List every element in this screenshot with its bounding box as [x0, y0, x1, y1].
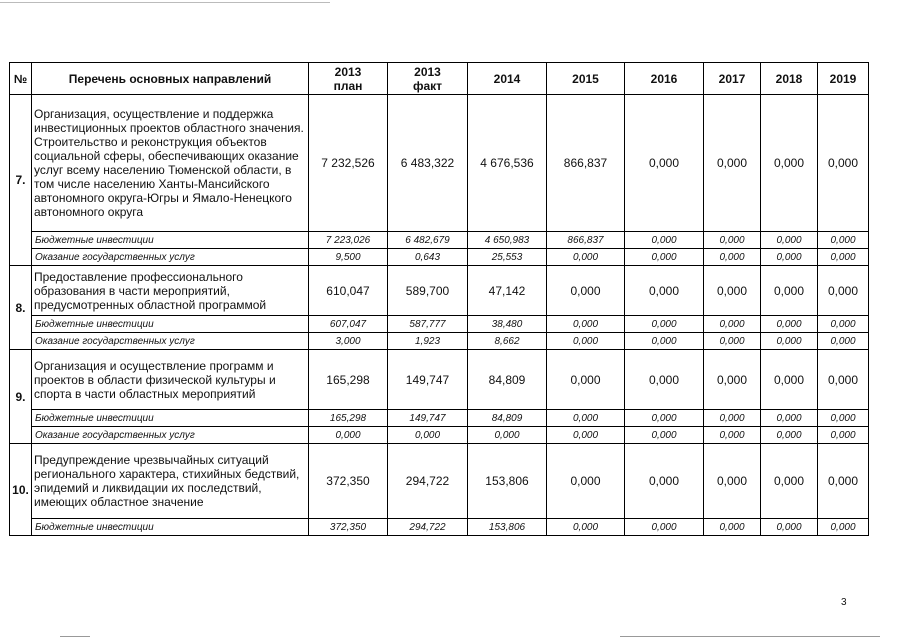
sub-value-cell: 1,923 [388, 333, 468, 350]
sub-value-cell: 0,000 [818, 427, 869, 444]
sub-value-cell: 0,000 [818, 519, 869, 536]
value-cell: 0,000 [625, 95, 704, 232]
value-cell: 47,142 [468, 266, 547, 316]
value-cell: 0,000 [818, 95, 869, 232]
value-cell: 153,806 [468, 444, 547, 519]
value-cell: 372,350 [309, 444, 388, 519]
value-cell: 165,298 [309, 350, 388, 410]
value-cell: 0,000 [761, 444, 818, 519]
sub-item-label: Оказание государственных услуг [32, 333, 309, 350]
sub-value-cell: 0,000 [704, 249, 761, 266]
sub-value-cell: 0,000 [818, 316, 869, 333]
value-cell: 0,000 [761, 95, 818, 232]
sub-value-cell: 0,000 [309, 427, 388, 444]
sub-value-cell: 0,000 [761, 316, 818, 333]
sub-item-label: Бюджетные инвестиции [32, 410, 309, 427]
direction-description: Предупреждение чрезвычайных ситуаций регионального характера, стихийных бедствий, эпидемий и ликвидации их последствий, имеющих областное значение [32, 444, 309, 519]
sub-value-cell: 7 223,026 [309, 232, 388, 249]
header-year: 2014 [468, 63, 547, 95]
sub-value-cell: 9,500 [309, 249, 388, 266]
row-number: 7. [10, 95, 32, 266]
subtable-row [10, 333, 869, 350]
value-cell: 0,000 [547, 266, 625, 316]
subtable-row [10, 316, 869, 333]
sub-value-cell: 0,000 [547, 249, 625, 266]
sub-value-cell: 0,000 [625, 519, 704, 536]
row-number: 9. [10, 350, 32, 444]
value-cell: 0,000 [704, 95, 761, 232]
sub-value-cell: 0,000 [761, 410, 818, 427]
header-year-text: 2013 план [333, 64, 363, 93]
sub-value-cell: 0,000 [625, 333, 704, 350]
value-cell: 0,000 [818, 266, 869, 316]
sub-value-cell: 0,000 [704, 316, 761, 333]
direction-description: Предоставление профессионального образования в части мероприятий, предусмотренных областной программой [32, 266, 309, 316]
sub-value-cell: 8,662 [468, 333, 547, 350]
value-cell: 0,000 [704, 444, 761, 519]
sub-value-cell: 0,000 [625, 232, 704, 249]
sub-value-cell: 0,000 [547, 333, 625, 350]
header-name: Перечень основных направлений [32, 63, 309, 95]
sub-value-cell: 0,000 [704, 410, 761, 427]
sub-value-cell: 0,000 [818, 232, 869, 249]
sub-value-cell: 3,000 [309, 333, 388, 350]
sub-value-cell: 0,000 [761, 232, 818, 249]
sub-value-cell: 0,643 [388, 249, 468, 266]
sub-item-label: Бюджетные инвестиции [32, 232, 309, 249]
table-row [10, 266, 869, 316]
bottom-scan-rule [60, 636, 90, 637]
subtable-row [10, 410, 869, 427]
sub-value-cell: 0,000 [704, 519, 761, 536]
value-cell: 7 232,526 [309, 95, 388, 232]
sub-value-cell: 4 650,983 [468, 232, 547, 249]
sub-value-cell: 0,000 [625, 249, 704, 266]
table-row [10, 444, 869, 519]
subtable-row [10, 427, 869, 444]
row-number: 8. [10, 266, 32, 350]
bottom-scan-rule [620, 636, 880, 637]
value-cell: 0,000 [818, 444, 869, 519]
header-year: 2019 [818, 63, 869, 95]
sub-value-cell: 84,809 [468, 410, 547, 427]
value-cell: 0,000 [761, 350, 818, 410]
direction-description: Организация, осуществление и поддержка инвестиционных проектов областного значения. Строительство и реконструкция объектов социальной сферы, обеспечивающих оказание услуг всему населению Тюменской области, в том числе населению Ханты-Мансийского автономного округа-Югры и Ямало-Ненецкого автономного округа [32, 95, 309, 232]
sub-value-cell: 25,553 [468, 249, 547, 266]
header-year: 2015 [547, 63, 625, 95]
header-year: 2018 [761, 63, 818, 95]
sub-value-cell: 0,000 [761, 333, 818, 350]
value-cell: 0,000 [547, 444, 625, 519]
sub-value-cell: 0,000 [388, 427, 468, 444]
sub-value-cell: 0,000 [818, 249, 869, 266]
subtable-row [10, 519, 869, 536]
sub-value-cell: 0,000 [547, 410, 625, 427]
sub-value-cell: 372,350 [309, 519, 388, 536]
sub-value-cell: 6 482,679 [388, 232, 468, 249]
value-cell: 0,000 [547, 350, 625, 410]
sub-value-cell: 0,000 [704, 427, 761, 444]
subtable-row [10, 232, 869, 249]
sub-value-cell: 0,000 [468, 427, 547, 444]
sub-value-cell: 0,000 [761, 249, 818, 266]
subtable-row [10, 249, 869, 266]
value-cell: 4 676,536 [468, 95, 547, 232]
sub-value-cell: 38,480 [468, 316, 547, 333]
header-year [309, 63, 388, 95]
value-cell: 6 483,322 [388, 95, 468, 232]
sub-value-cell: 165,298 [309, 410, 388, 427]
value-cell: 294,722 [388, 444, 468, 519]
sub-value-cell: 0,000 [625, 427, 704, 444]
value-cell: 0,000 [818, 350, 869, 410]
sub-value-cell: 607,047 [309, 316, 388, 333]
table-row [10, 95, 869, 232]
sub-value-cell: 0,000 [818, 410, 869, 427]
value-cell: 84,809 [468, 350, 547, 410]
budget-table [9, 62, 869, 536]
table-row [10, 350, 869, 410]
sub-item-label: Оказание государственных услуг [32, 427, 309, 444]
value-cell: 0,000 [625, 266, 704, 316]
value-cell: 0,000 [625, 444, 704, 519]
sub-value-cell: 0,000 [625, 316, 704, 333]
value-cell: 866,837 [547, 95, 625, 232]
sub-item-label: Бюджетные инвестиции [32, 316, 309, 333]
top-scan-rule [0, 2, 330, 3]
sub-value-cell: 0,000 [761, 427, 818, 444]
sub-item-label: Оказание государственных услуг [32, 249, 309, 266]
sub-value-cell: 0,000 [547, 427, 625, 444]
sub-value-cell: 153,806 [468, 519, 547, 536]
sub-value-cell: 0,000 [704, 232, 761, 249]
header-year-text: 2013 факт [412, 64, 443, 93]
value-cell: 0,000 [625, 350, 704, 410]
sub-item-label: Бюджетные инвестиции [32, 519, 309, 536]
header-row [10, 63, 869, 95]
sub-value-cell: 0,000 [761, 519, 818, 536]
sub-value-cell: 0,000 [547, 316, 625, 333]
value-cell: 0,000 [704, 350, 761, 410]
sub-value-cell: 0,000 [547, 519, 625, 536]
sub-value-cell: 149,747 [388, 410, 468, 427]
sub-value-cell: 587,777 [388, 316, 468, 333]
header-year: 2016 [625, 63, 704, 95]
sub-value-cell: 0,000 [704, 333, 761, 350]
header-year [388, 63, 468, 95]
header-year: 2017 [704, 63, 761, 95]
sub-value-cell: 866,837 [547, 232, 625, 249]
value-cell: 589,700 [388, 266, 468, 316]
sub-value-cell: 0,000 [818, 333, 869, 350]
row-number: 10. [10, 444, 32, 536]
direction-description: Организация и осуществление программ и проектов в области физической культуры и спорта в части областных мероприятий [32, 350, 309, 410]
value-cell: 149,747 [388, 350, 468, 410]
header-num: № [10, 63, 32, 95]
page-number: 3 [841, 597, 847, 608]
sub-value-cell: 294,722 [388, 519, 468, 536]
value-cell: 0,000 [704, 266, 761, 316]
value-cell: 610,047 [309, 266, 388, 316]
value-cell: 0,000 [761, 266, 818, 316]
sub-value-cell: 0,000 [625, 410, 704, 427]
table-body [10, 95, 869, 536]
